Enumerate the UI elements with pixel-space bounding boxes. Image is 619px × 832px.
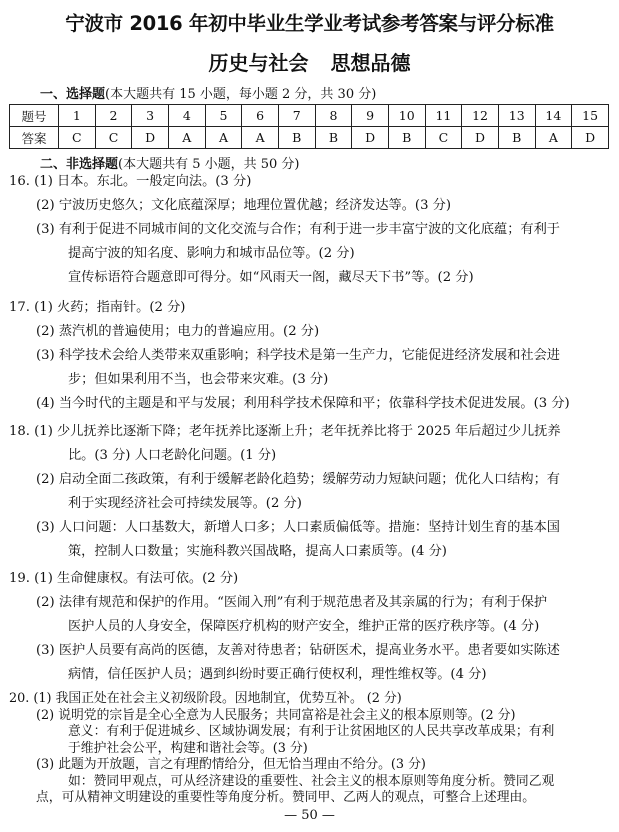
answer-line-q16-3-slogan: 宣传标语符合题意即可得分。如“风雨天一阁，藏尽天下书”等。(2 分) <box>68 270 474 285</box>
section-choice-note: (本大题共有 15 小题，每小题 2 分，共 30 分) <box>105 87 377 102</box>
answer-line-q16-3-cont: 提高宁波的知名度、影响力和城市品位等。(2 分) <box>68 246 355 261</box>
table-row-numbers <box>10 105 609 127</box>
answer-line-q16-1: 16. (1) 日本。东北。一般定向法。(3 分) <box>9 174 252 189</box>
answer-line-q18-1-cont: 比。(3 分) 人口老龄化问题。(1 分) <box>68 448 277 463</box>
answer-line-q17-3: (3) 科学技术会给人类带来双重影响；科学技术是第一生产力，它能促进经济发展和社会进 <box>36 348 560 363</box>
table-row-answers <box>10 127 609 149</box>
table-cell-number: 14 <box>535 105 572 127</box>
section-open-note: (本大题共有 5 小题，共 50 分) <box>118 157 300 172</box>
answer-line-q20-1: 20. (1) 我国正处在社会主义初级阶段。因地制宜，优势互补。 (2 分) <box>9 691 402 706</box>
answer-line-q19-2-cont: 医护人员的人身安全，保障医疗机构的财产安全，维护正常的医疗秩序等。(4 分) <box>68 619 540 634</box>
table-cell-answer: C <box>95 127 132 149</box>
table-cell-answer: A <box>242 127 279 149</box>
table-cell-number: 1 <box>59 105 96 127</box>
table-cell-answer: B <box>278 127 315 149</box>
table-cell-number: 13 <box>498 105 535 127</box>
table-cell-number: 2 <box>95 105 132 127</box>
section-open-heading <box>40 153 300 172</box>
table-cell-number: 6 <box>242 105 279 127</box>
page-subtitle <box>0 47 619 76</box>
table-cell-number: 10 <box>388 105 425 127</box>
answer-line-q20-3-example-cont: 点，可从精神文明建设的重要性等角度分析。赞同甲、乙两人的观点，可整合上述理由。 <box>36 790 536 805</box>
table-cell-number: 3 <box>132 105 169 127</box>
answer-line-q20-2-cont: 于维护社会公平，构建和谐社会等。(3 分) <box>68 740 308 756</box>
table-cell-number: 7 <box>278 105 315 127</box>
table-header-answer: 答案 <box>10 127 59 149</box>
answer-line-q18-2: (2) 启动全面二孩政策，有利于缓解老龄化趋势；缓解劳动力短缺问题；优化人口结构；有 <box>36 472 560 487</box>
answer-line-q17-4: (4) 当今时代的主题是和平与发展；利用科学技术保障和平；依靠科学技术促进发展。(3 分) <box>36 396 570 411</box>
table-cell-answer: B <box>315 127 352 149</box>
table-cell-answer: B <box>388 127 425 149</box>
answer-line-q17-3-cont: 步；但如果利用不当，也会带来灾难。(3 分) <box>68 372 329 387</box>
table-cell-number: 12 <box>462 105 499 127</box>
answer-line-q20-3-example: 如：赞同甲观点，可从经济建设的重要性、社会主义的根本原则等角度分析。赞同乙观 <box>68 773 555 789</box>
table-cell-answer: C <box>59 127 96 149</box>
table-cell-number: 5 <box>205 105 242 127</box>
table-cell-answer: B <box>498 127 535 149</box>
table-cell-number: 11 <box>425 105 462 127</box>
answer-line-q17-1: 17. (1) 火药；指南针。(2 分) <box>9 300 186 315</box>
answer-line-q18-3-cont: 策，控制人口数量；实施科教兴国战略，提高人口素质等。(4 分) <box>68 544 447 559</box>
table-cell-number: 4 <box>168 105 205 127</box>
table-cell-number: 9 <box>352 105 389 127</box>
answer-line-q19-3: (3) 医护人员要有高尚的医德，友善对待患者；钻研医术，提高业务水平。患者要如实陈述 <box>36 643 560 658</box>
section-choice-heading <box>40 83 376 102</box>
table-cell-answer: D <box>462 127 499 149</box>
section-open-label: 二、非选择题 <box>40 157 119 172</box>
table-cell-answer: A <box>168 127 205 149</box>
page-title: 宁波市 2016 年初中毕业生学业考试参考答案与评分标准 <box>65 12 554 35</box>
answer-line-q19-1: 19. (1) 生命健康权。有法可依。(2 分) <box>9 571 239 586</box>
answer-line-q18-3: (3) 人口问题：人口基数大，新增人口多；人口素质偏低等。措施：坚持计划生育的基本国 <box>36 520 560 535</box>
answer-table <box>9 104 609 149</box>
answer-line-q16-3: (3) 有利于促进不同城市间的文化交流与合作；有利于进一步丰富宁波的文化底蕴；有利于 <box>36 222 560 237</box>
table-header-number: 题号 <box>10 105 59 127</box>
answer-line-q20-2: (2) 说明党的宗旨是全心全意为人民服务；共同富裕是社会主义的根本原则等。(2 分) <box>36 707 516 723</box>
table-cell-answer: A <box>535 127 572 149</box>
table-cell-answer: D <box>352 127 389 149</box>
answer-line-q20-2-meaning: 意义：有利于促进城乡、区域协调发展；有利于让贫困地区的人民共享改革成果；有利 <box>68 724 555 739</box>
answer-line-q18-1: 18. (1) 少儿抚养比逐渐下降；老年抚养比逐渐上升；老年抚养比将于 2025 年后超过少儿抚养 <box>9 424 561 439</box>
answer-line-q20-3: (3) 此题为开放题，言之有理酌情给分，但无恰当理由不给分。(3 分) <box>36 757 426 772</box>
table-cell-number: 8 <box>315 105 352 127</box>
page-number: — 50 — <box>284 808 335 823</box>
subject-history: 历史与社会 <box>208 51 309 75</box>
table-cell-number: 15 <box>572 105 609 127</box>
answer-line-q17-2: (2) 蒸汽机的普遍使用；电力的普遍应用。(2 分) <box>36 324 320 339</box>
table-cell-answer: C <box>425 127 462 149</box>
answer-line-q19-3-cont: 病情，信任医护人员；遇到纠纷时要正确行使权利，理性维权等。(4 分) <box>68 667 487 682</box>
subject-morality: 思想品德 <box>330 51 411 75</box>
answer-line-q19-2: (2) 法律有规范和保护的作用。“医闹入刑”有利于规范患者及其亲属的行为；有利于保护 <box>36 595 548 610</box>
table-cell-answer: D <box>572 127 609 149</box>
answer-line-q16-2: (2) 宁波历史悠久；文化底蕴深厚；地理位置优越；经济发达等。(3 分) <box>36 198 451 213</box>
answer-line-q18-2-cont: 利于实现经济社会可持续发展等。(2 分) <box>68 496 302 511</box>
table-cell-answer: D <box>132 127 169 149</box>
table-cell-answer: A <box>205 127 242 149</box>
section-choice-label: 一、选择题 <box>40 87 106 102</box>
